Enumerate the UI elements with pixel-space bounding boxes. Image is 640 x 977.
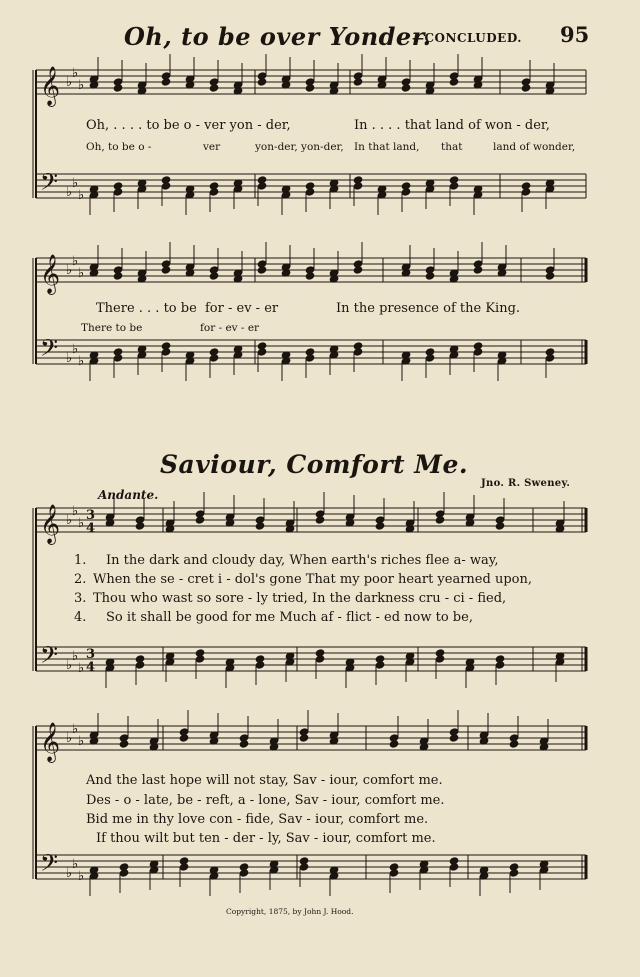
notehead: [509, 869, 519, 877]
notehead: [305, 272, 315, 280]
notehead: [209, 354, 219, 362]
notehead: [257, 348, 267, 356]
notehead: [195, 655, 205, 663]
notehead: [435, 516, 445, 524]
notehead: [113, 84, 123, 92]
stanza-2-line1: When the se - cret i - dol's gone That my poor heart yearned upon,: [93, 572, 532, 587]
lyric-bass-1-4: In that land,: [354, 141, 420, 153]
notehead: [239, 740, 249, 748]
stanza-2-number: 2.: [74, 572, 87, 587]
flat-icon: ♭: [66, 75, 73, 90]
flat-icon: ♭: [78, 516, 85, 531]
bass-clef-icon: 𝄢: [40, 168, 59, 201]
lyric-line-treble-1a: Oh, . . . . to be o - ver yon - der,: [86, 118, 291, 133]
notehead: [425, 272, 435, 280]
stanza-4-line2: If thou wilt but ten - der - ly, Sav - iour, comfort me.: [96, 831, 436, 846]
lyric-bass-1-1: Oh, to be o -: [86, 141, 152, 153]
notehead: [375, 522, 385, 530]
treble-clef-icon: 𝄞: [40, 722, 61, 762]
notehead: [255, 522, 265, 530]
notehead: [435, 655, 445, 663]
notehead: [425, 354, 435, 362]
lyric-line-treble-2c: In the presence of the King.: [336, 301, 521, 316]
flat-icon: ♭: [78, 354, 85, 369]
lyric-bass-1-3: yon-der, yon-der,: [255, 141, 344, 153]
notehead: [521, 188, 531, 196]
notehead: [119, 740, 129, 748]
notehead: [195, 516, 205, 524]
notehead: [257, 266, 267, 274]
notehead: [239, 869, 249, 877]
lyric-line-treble-1b: In . . . . that land of won - der,: [354, 118, 550, 133]
stanza-1-line2: And the last hope will not stay, Sav - iour, comfort me.: [86, 773, 443, 788]
flat-icon: ♭: [72, 857, 79, 872]
flat-icon: ♭: [78, 78, 85, 93]
flat-icon: ♭: [72, 66, 79, 81]
flat-icon: ♭: [66, 866, 73, 881]
stanza-3-number: 3.: [74, 591, 87, 606]
stanza-3-line1: Thou who wast so sore - ly tried, In the darkness cru - ci - fied,: [93, 591, 507, 606]
notehead: [353, 182, 363, 190]
notehead: [113, 272, 123, 280]
concluded-label: —CONCLUDED.: [412, 31, 522, 45]
flat-icon: ♭: [78, 188, 85, 203]
notehead: [257, 182, 267, 190]
stanza-4-number: 4.: [74, 610, 87, 625]
notehead: [389, 740, 399, 748]
notehead: [315, 655, 325, 663]
notehead: [161, 348, 171, 356]
notehead: [257, 78, 267, 86]
notehead: [305, 188, 315, 196]
page-number: 95: [560, 22, 590, 47]
lyric-bass-1-2: ver: [203, 141, 221, 153]
notehead: [179, 863, 189, 871]
treble-clef-icon: 𝄞: [40, 504, 61, 544]
bass-clef-icon: 𝄢: [40, 849, 59, 882]
tempo-marking: Andante.: [98, 488, 159, 502]
notehead: [521, 84, 531, 92]
stanza-4-line1: So it shall be good for me Much af - flict - ed now to be,: [106, 610, 473, 625]
flat-icon: ♭: [72, 504, 79, 519]
flat-icon: ♭: [66, 185, 73, 200]
flat-icon: ♭: [66, 658, 73, 673]
stanza-1-line1: In the dark and cloudy day, When earth's riches flee a- way,: [106, 553, 499, 568]
composer: Jno. R. Sweney.: [481, 478, 571, 489]
flat-icon: ♭: [78, 869, 85, 884]
treble-clef-icon: 𝄞: [40, 254, 61, 294]
notehead: [473, 348, 483, 356]
time-sig-num: 3: [86, 647, 96, 662]
flat-icon: ♭: [78, 661, 85, 676]
notehead: [545, 272, 555, 280]
flat-icon: ♭: [78, 266, 85, 281]
song-title: Oh, to be over Yonder.: [124, 22, 432, 51]
notehead: [135, 661, 145, 669]
flat-icon: ♭: [66, 263, 73, 278]
time-sig-num: 3: [86, 508, 96, 523]
notehead: [473, 266, 483, 274]
flat-icon: ♭: [72, 342, 79, 357]
notehead: [113, 354, 123, 362]
lyric-line-treble-2a: There . . . to be: [96, 301, 197, 316]
time-sig-den: 4: [86, 521, 96, 536]
flat-icon: ♭: [66, 351, 73, 366]
notehead: [119, 869, 129, 877]
notehead: [449, 863, 459, 871]
notehead: [305, 354, 315, 362]
notehead: [495, 661, 505, 669]
lyric-bass-1-6: land of wonder,: [493, 141, 576, 153]
flat-icon: ♭: [72, 649, 79, 664]
notehead: [305, 84, 315, 92]
notehead: [401, 188, 411, 196]
notehead: [161, 266, 171, 274]
notehead: [255, 661, 265, 669]
notehead: [449, 78, 459, 86]
notehead: [375, 661, 385, 669]
notehead: [161, 182, 171, 190]
flat-icon: ♭: [72, 254, 79, 269]
notehead: [299, 863, 309, 871]
notehead: [209, 188, 219, 196]
notehead: [509, 740, 519, 748]
copyright-notice: Copyright, 1875, by John J. Hood.: [226, 907, 354, 916]
notehead: [113, 188, 123, 196]
flat-icon: ♭: [66, 513, 73, 528]
treble-clef-icon: 𝄞: [40, 66, 61, 106]
notehead: [401, 84, 411, 92]
notehead: [209, 84, 219, 92]
stanza-3-line2: Bid me in thy love con - fide, Sav - iour, comfort me.: [86, 812, 429, 827]
notehead: [209, 272, 219, 280]
notehead: [299, 734, 309, 742]
notehead: [135, 522, 145, 530]
notehead: [449, 734, 459, 742]
notehead: [353, 78, 363, 86]
flat-icon: ♭: [72, 176, 79, 191]
flat-icon: ♭: [72, 722, 79, 737]
notehead: [161, 78, 171, 86]
notehead: [179, 734, 189, 742]
notehead: [353, 266, 363, 274]
notehead: [315, 516, 325, 524]
lyric-bass-2-1: There to be: [81, 322, 143, 334]
lyric-bass-2-2: for - ev - er: [200, 322, 260, 334]
notehead: [449, 182, 459, 190]
notehead: [389, 869, 399, 877]
lyric-line-treble-2b: for - ev - er: [205, 301, 279, 316]
notehead: [545, 354, 555, 362]
stanza-2-line2: Des - o - late, be - reft, a - lone, Sav - iour, comfort me.: [86, 793, 445, 808]
flat-icon: ♭: [78, 734, 85, 749]
song2-title: Saviour, Comfort Me.: [160, 450, 469, 479]
bass-clef-icon: 𝄢: [40, 334, 59, 367]
flat-icon: ♭: [66, 731, 73, 746]
notehead: [495, 522, 505, 530]
stanza-1-number: 1.: [74, 553, 87, 568]
time-sig-den: 4: [86, 660, 96, 675]
lyric-bass-1-5: that: [441, 141, 463, 153]
notehead: [353, 348, 363, 356]
bass-clef-icon: 𝄢: [40, 641, 59, 674]
